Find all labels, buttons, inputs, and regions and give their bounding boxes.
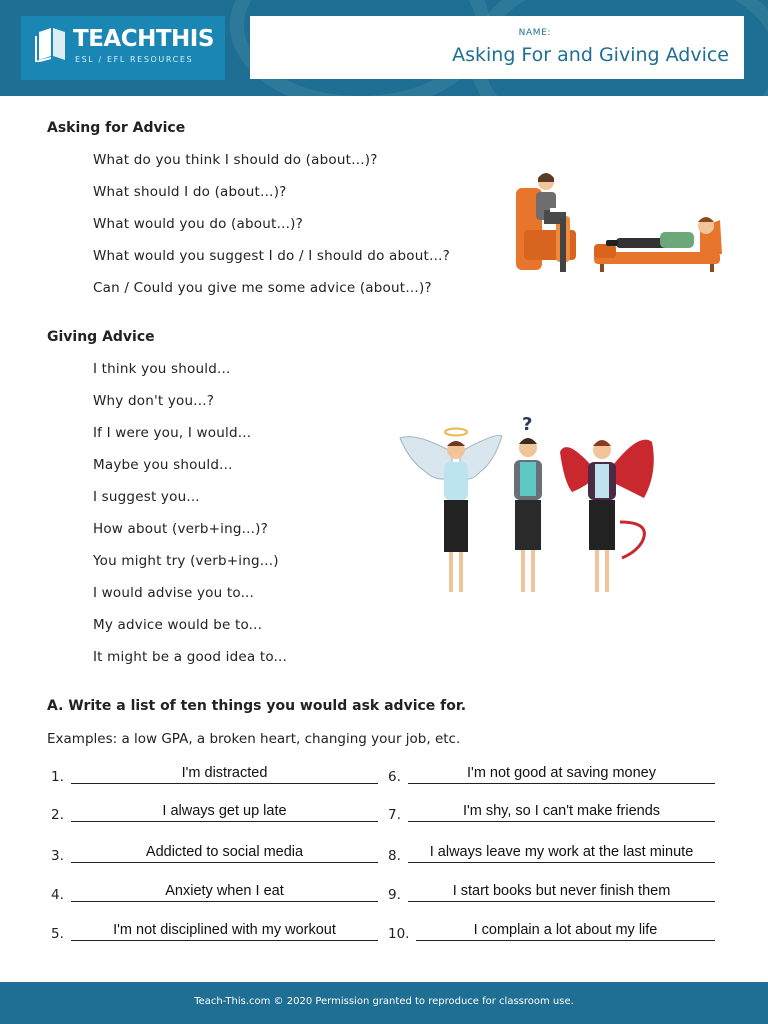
answer-field[interactable]: I start books but never finish them	[408, 883, 715, 902]
giving-phrase: I suggest you...	[93, 489, 200, 505]
page-footer	[0, 982, 768, 1024]
logo-name: TEACHTHIS	[73, 26, 214, 52]
answer-number: 1.	[51, 769, 64, 785]
name-label: NAME:	[518, 28, 551, 38]
asking-phrase: What would you suggest I do / I should do about…?	[93, 248, 451, 264]
answer-field[interactable]: Anxiety when I eat	[71, 883, 378, 902]
logo-tagline: ESL / EFL RESOURCES	[75, 55, 194, 64]
giving-phrase: Maybe you should...	[93, 457, 233, 473]
answer-field[interactable]: I'm not good at saving money	[408, 765, 715, 784]
giving-phrase: I would advise you to...	[93, 585, 255, 601]
answer-field[interactable]: I'm not disciplined with my workout	[71, 922, 378, 941]
answer-field[interactable]: Addicted to social media	[71, 844, 378, 863]
answer-number: 6.	[388, 769, 401, 785]
exercise-heading: A. Write a list of ten things you would ask advice for.	[47, 698, 467, 714]
answer-row	[388, 803, 718, 823]
footer-copyright: Teach-This.com © 2020 Permission granted to reproduce for classroom use.	[194, 996, 574, 1007]
giving-heading: Giving Advice	[47, 329, 155, 345]
answer-field[interactable]: I'm shy, so I can't make friends	[408, 803, 715, 822]
page-header	[0, 0, 768, 96]
answer-number: 9.	[388, 887, 401, 903]
therapy-session-illustration	[510, 168, 730, 278]
svg-text:?: ?	[522, 414, 533, 435]
giving-phrase: My advice would be to...	[93, 617, 263, 633]
answer-field[interactable]: I complain a lot about my life	[416, 922, 715, 941]
title-box	[250, 16, 744, 79]
book-logo-icon	[35, 26, 69, 62]
answer-field[interactable]: I always get up late	[71, 803, 378, 822]
giving-phrase: You might try (verb+ing...)	[93, 553, 279, 569]
answer-row	[51, 765, 381, 785]
giving-phrase: I think you should...	[93, 361, 231, 377]
page-title: Asking For and Giving Advice	[452, 44, 729, 66]
answer-number: 4.	[51, 887, 64, 903]
teachthis-logo[interactable]	[21, 16, 225, 80]
answer-number: 2.	[51, 807, 64, 823]
giving-phrase: If I were you, I would...	[93, 425, 252, 441]
answer-row	[51, 922, 381, 942]
answer-row	[388, 844, 718, 864]
answer-field[interactable]: I always leave my work at the last minute	[408, 844, 715, 863]
giving-phrase: It might be a good idea to...	[93, 649, 288, 665]
asking-phrase: What should I do (about…)?	[93, 184, 287, 200]
answer-row	[51, 803, 381, 823]
answer-row	[388, 883, 718, 903]
answer-row	[51, 844, 381, 864]
giving-phrase: How about (verb+ing...)?	[93, 521, 268, 537]
answer-number: 3.	[51, 848, 64, 864]
answer-number: 8.	[388, 848, 401, 864]
answer-number: 7.	[388, 807, 401, 823]
asking-phrase: What would you do (about…)?	[93, 216, 303, 232]
angel-person-devil-illustration	[396, 412, 668, 598]
answer-number: 5.	[51, 926, 64, 942]
asking-heading: Asking for Advice	[47, 120, 186, 136]
answer-row	[388, 922, 718, 942]
answer-row	[51, 883, 381, 903]
asking-phrase: Can / Could you give me some advice (about…)?	[93, 280, 432, 296]
answer-field[interactable]: I'm distracted	[71, 765, 378, 784]
answer-row	[388, 765, 718, 785]
giving-phrase: Why don't you...?	[93, 393, 215, 409]
asking-phrase: What do you think I should do (about…)?	[93, 152, 378, 168]
answer-number: 10.	[388, 926, 410, 942]
exercise-examples: Examples: a low GPA, a broken heart, changing your job, etc.	[47, 731, 461, 747]
